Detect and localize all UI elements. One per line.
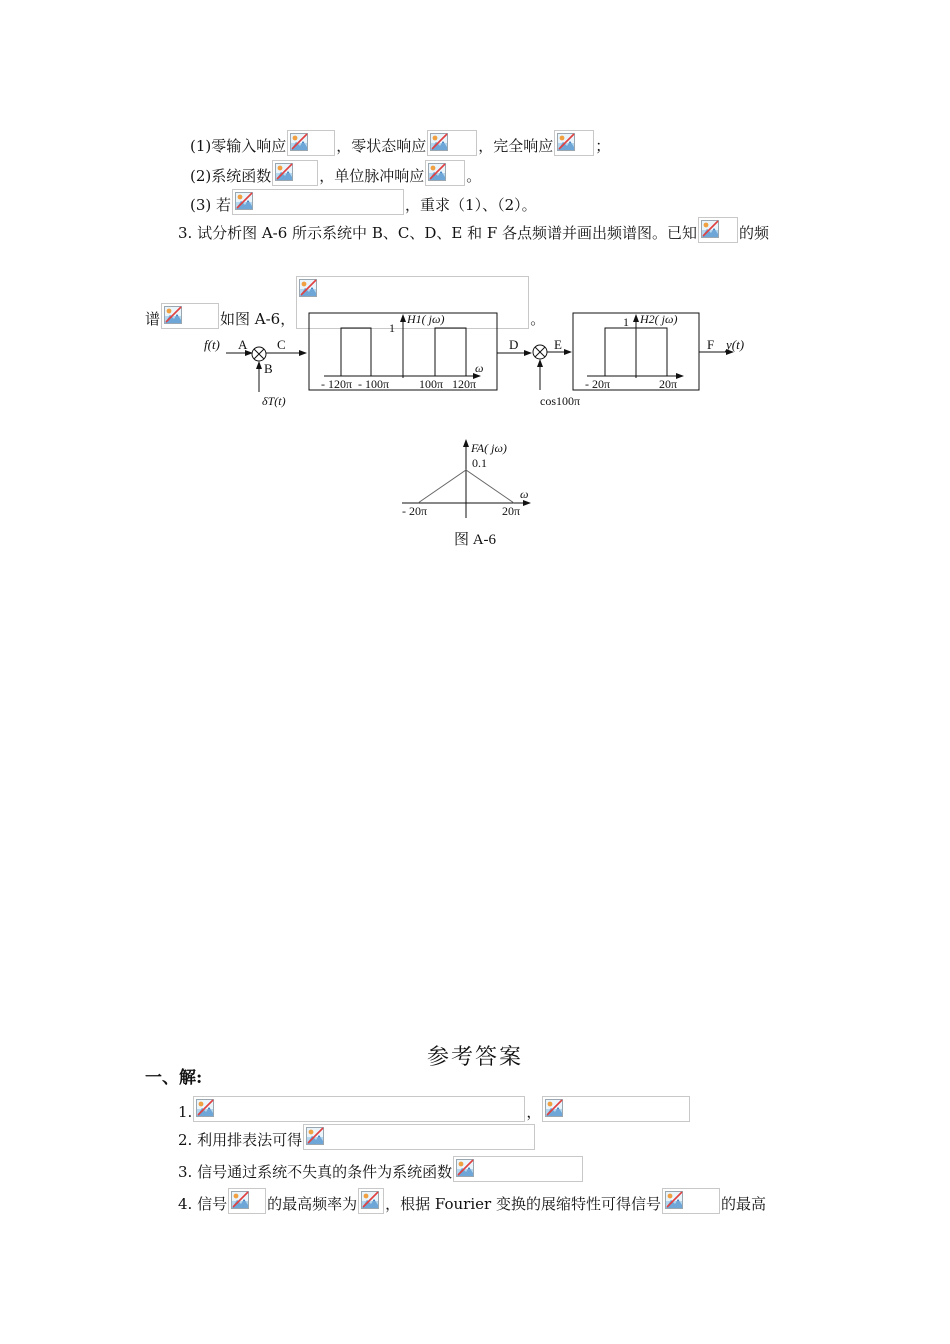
fa-tick: 20π <box>502 504 521 518</box>
a2-line <box>178 1124 536 1150</box>
a3-line <box>178 1156 584 1182</box>
h2-tick: 20π <box>659 377 678 391</box>
point-c-label: C <box>277 337 286 352</box>
point-d-label: D <box>509 337 519 352</box>
p3-line1-end: 的频 <box>739 224 770 242</box>
broken-image-icon <box>196 1099 214 1117</box>
broken-image-icon <box>545 1099 563 1117</box>
q2-end: 。 <box>466 167 482 185</box>
formula-image <box>193 1096 525 1122</box>
h1-tick: 120π <box>452 377 477 391</box>
q1-end: ； <box>595 137 611 155</box>
a4-prefix: 4. 信号 <box>178 1195 228 1213</box>
broken-image-icon <box>231 1191 249 1209</box>
fa-label: FA( jω) <box>471 441 507 455</box>
a4-end: 的最高 <box>720 1195 766 1213</box>
carrier-label: cos100π <box>540 394 581 408</box>
input-label: f(t) <box>204 337 220 352</box>
formula-image <box>228 1188 266 1214</box>
q1-mid2: ，完全响应 <box>478 137 554 155</box>
system-block-diagram <box>0 0 950 560</box>
q2-mid: ，单位脉冲响应 <box>319 167 425 185</box>
a4-mid1: 的最高频率为 <box>267 1195 358 1213</box>
formula-image <box>303 1124 535 1150</box>
p3-line2-prefix: 谱 <box>145 310 161 328</box>
a1-num: 1. <box>178 1103 193 1121</box>
broken-image-icon <box>361 1191 379 1209</box>
section-heading: 一、解: <box>145 1068 203 1088</box>
p3-text: 3. 试分析图 A-6 所示系统中 B、C、D、E 和 F 各点频谱并画出频谱图。已知 <box>178 224 698 242</box>
q1-prefix: (1)零输入响应 <box>190 137 287 155</box>
point-b-label: B <box>264 361 273 376</box>
fa-peak: 0.1 <box>472 456 487 470</box>
h2-tick: - 20π <box>585 377 611 391</box>
point-e-label: E <box>554 337 562 352</box>
a4-mid2: ，根据 Fourier 变换的展缩特性可得信号 <box>385 1195 661 1213</box>
figure-caption: 图 A-6 <box>453 532 497 548</box>
p3-line2-end: 。 <box>530 310 546 328</box>
h1-amp: 1 <box>389 321 395 335</box>
h1-omega: ω <box>475 361 484 375</box>
a1-line <box>178 1096 691 1122</box>
broken-image-icon <box>456 1159 474 1177</box>
q2-prefix: (2)系统函数 <box>190 167 272 185</box>
broken-image-icon <box>665 1191 683 1209</box>
h2-amp: 1 <box>623 315 629 329</box>
point-a-label: A <box>238 337 248 352</box>
h1-tick: - 100π <box>358 377 390 391</box>
q1-mid1: ，零状态响应 <box>336 137 427 155</box>
point-f-label: F <box>707 337 715 352</box>
a4-line <box>178 1188 766 1214</box>
sampler-label: δT(t) <box>262 394 286 408</box>
a3-text: 3. 信号通过系统不失真的条件为系统函数 <box>178 1163 453 1181</box>
formula-image <box>358 1188 384 1214</box>
q3-mid: ，重求（1）、（2）。 <box>405 196 537 214</box>
formula-image <box>453 1156 583 1182</box>
broken-image-icon <box>306 1127 324 1145</box>
answers-title: 参考答案 <box>426 1045 523 1070</box>
h1-tick: 100π <box>419 377 444 391</box>
formula-image <box>542 1096 690 1122</box>
a2-text: 2. 利用排表法可得 <box>178 1131 303 1149</box>
h1-tick: - 120π <box>321 377 353 391</box>
fa-tick: - 20π <box>402 504 428 518</box>
p3-line2-mid: 如图 A-6， <box>220 310 296 328</box>
a1-sep: ， <box>526 1103 542 1121</box>
h1-label: H1( jω) <box>407 312 445 326</box>
h2-label: H2( jω) <box>640 312 678 326</box>
output-label: y(t) <box>726 337 745 352</box>
formula-image <box>662 1188 720 1214</box>
fa-omega: ω <box>520 487 529 501</box>
q3-prefix: (3) 若 <box>190 196 232 214</box>
